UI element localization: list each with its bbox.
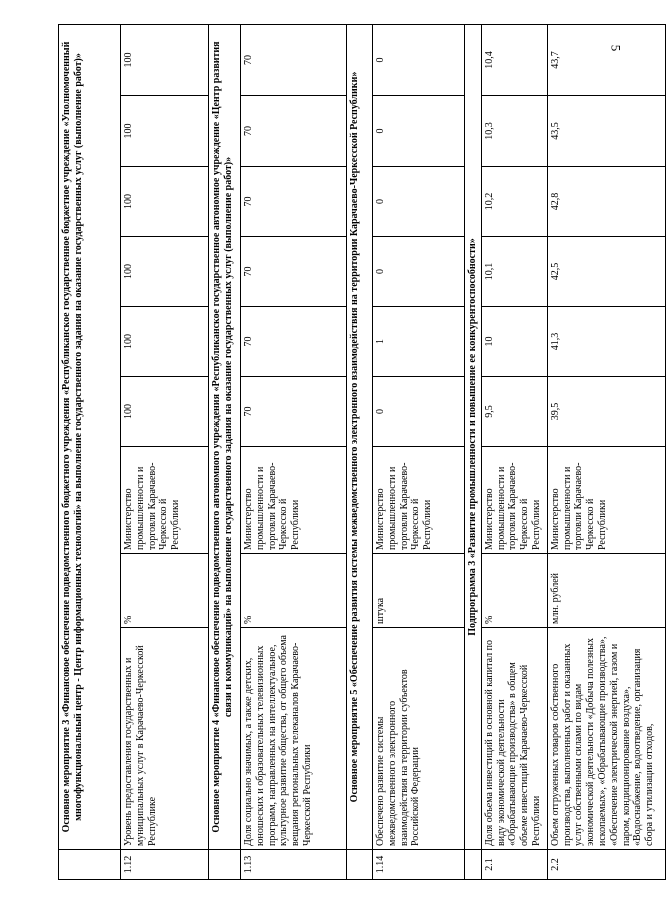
value-cell: 100 [121, 96, 209, 167]
unit: млн. рублей [547, 554, 665, 628]
table-row [241, 24, 347, 879]
value-cell: 100 [121, 237, 209, 307]
value-cell: 43,7 [547, 24, 665, 95]
row-number: 2.1 [481, 850, 547, 880]
value-cell: 100 [121, 377, 209, 447]
table-row [481, 24, 547, 879]
value-cell: 10,3 [481, 96, 547, 167]
value-cell: 42,5 [547, 237, 665, 307]
section-spacer [59, 850, 121, 880]
section-title: Основное мероприятие 3 «Финансовое обеспечение подведомственного бюджетного учреждения «Республиканское государственное бюджетное учреждение «Уполномоченный многофункциональный центр - Центр информационных технологий» на выполнение государственного задания на оказание государственных услуг (выполнение работ)» [59, 24, 121, 849]
row-number: 1.12 [121, 850, 209, 880]
value-cell: 43,5 [547, 96, 665, 167]
value-cell: 70 [241, 24, 347, 95]
value-cell: 70 [241, 377, 347, 447]
responsible-org: Министерство промышленности и торговли Карачаево-Черкесско й Республики [481, 447, 547, 554]
section-row-m5 [347, 24, 373, 879]
row-number: 1.13 [241, 850, 347, 880]
section-spacer [347, 850, 373, 880]
page-number: 5 [608, 44, 624, 52]
section-row-m4 [209, 24, 241, 879]
value-cell: 9,5 [481, 377, 547, 447]
value-cell: 42,8 [547, 167, 665, 237]
table-row [373, 24, 465, 879]
value-cell: 10,4 [481, 24, 547, 95]
value-cell: 0 [373, 24, 465, 95]
unit: % [241, 554, 347, 628]
value-cell: 0 [373, 96, 465, 167]
indicator-name: Доля объема инвестиций в основной капитал по виду экономической деятельности «Обрабатывающие производства» в общем объеме инвестиций Карачаево-Черкесской Республики [481, 628, 547, 850]
responsible-org: Министерство промышленности и торговли Карачаево-Черкесско й Республики [241, 447, 347, 554]
unit: штука [373, 554, 465, 628]
value-cell: 70 [241, 167, 347, 237]
value-cell: 0 [373, 377, 465, 447]
value-cell: 70 [241, 307, 347, 377]
unit: % [121, 554, 209, 628]
section-spacer [209, 850, 241, 880]
section-row-m3 [59, 24, 121, 879]
row-number: 2.2 [547, 850, 665, 880]
section-row-sub3 [465, 24, 482, 879]
value-cell: 70 [241, 96, 347, 167]
value-cell: 0 [373, 167, 465, 237]
value-cell: 10,2 [481, 167, 547, 237]
indicator-name: Обеспечено развитие системы межведомственного электронного взаимодействия на территории субъектов Российской Федерации [373, 628, 465, 850]
table-row [547, 24, 665, 879]
value-cell: 100 [121, 24, 209, 95]
value-cell: 10,1 [481, 237, 547, 307]
indicators-table [58, 24, 666, 880]
value-cell: 70 [241, 237, 347, 307]
indicator-name: Объем отгруженных товаров собственного производства, выполненных работ и оказанных услуг собственными силами по видам экономической деятельности «Добыча полезных ископаемых», «Обрабатывающие производства», «Обеспечение электрической энергией, газом и паром, кондиционирование воздуха», «Водоснабжение, водоотведение, организация сбора и утилизации отходов, [547, 628, 665, 850]
section-title: Подпрограмма 3 «Развитие промышленности и повышение ее конкурентоспособности» [465, 24, 482, 849]
responsible-org: Министерство промышленности и торговли Карачаево-Черкесско й Республики [373, 447, 465, 554]
responsible-org: Министерство промышленности и торговли Карачаево-Черкесско й Республики [121, 447, 209, 554]
value-cell: 41,3 [547, 307, 665, 377]
table-row [121, 24, 209, 879]
indicator-name: Уровень предоставления государственных и муниципальных услуг в Карачаево-Черкесской Республике [121, 628, 209, 850]
responsible-org: Министерство промышленности и торговли Карачаево-Черкесско й Республики [547, 447, 665, 554]
value-cell: 39,5 [547, 377, 665, 447]
section-spacer [465, 850, 482, 880]
unit: % [481, 554, 547, 628]
indicator-name: Доля социально значимых, а также детских, юношеских и образовательных телевизионных программ, направленных на интеллектуальное, культурное развитие общества, от общего объема вещания региональных телеканалов Карачаево-Черкесской Республики [241, 628, 347, 850]
value-cell: 10 [481, 307, 547, 377]
section-title: Основное мероприятие 4 «Финансовое обеспечение подведомственного автономного учреждения «Республиканское государственное автономное учреждение «Центр развития связи и коммуникаций» на выполнение государственного задания на оказание государственных услуг (выполнение работ)» [209, 24, 241, 849]
value-cell: 0 [373, 237, 465, 307]
section-title: Основное мероприятие 5 «Обеспечение развития системы межведомственного электронного взаимодействия на территории Карачаево-Черкесской Республики» [347, 24, 373, 849]
value-cell: 100 [121, 167, 209, 237]
value-cell: 100 [121, 307, 209, 377]
value-cell: 1 [373, 307, 465, 377]
row-number: 1.14 [373, 850, 465, 880]
